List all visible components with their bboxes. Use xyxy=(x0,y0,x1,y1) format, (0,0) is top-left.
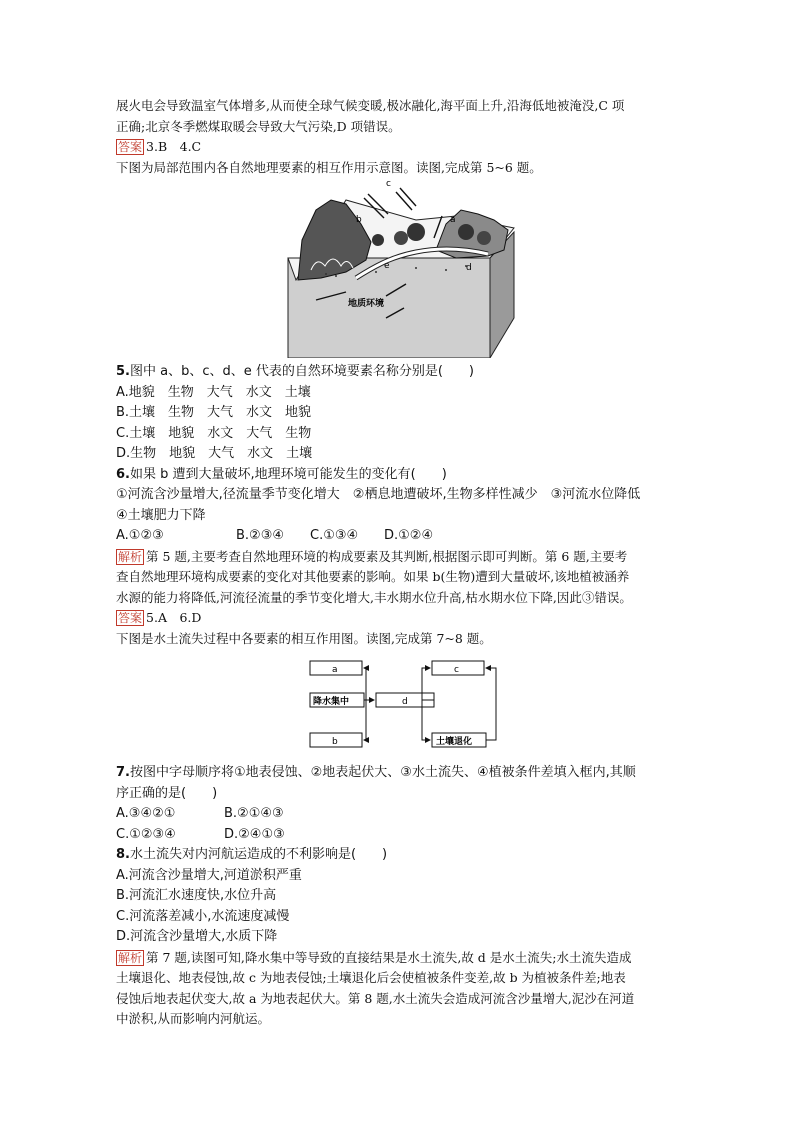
analysis-line: 土壤退化、地表侵蚀,故 c 为地表侵蚀;土壤退化后会使植被条件变差,故 b 为植被条件差;地表 xyxy=(116,970,626,985)
figure-intro: 下图为局部范围内各自然地理要素的相互作用示意图。读图,完成第 5~6 题。 xyxy=(116,159,542,175)
analysis-line: 查自然地理环境构成要素的变化对其他要素的影响。如果 b(生物)遭到大量破坏,该地植被涵养 xyxy=(116,569,630,584)
paragraph: 展火电会导致温室气体增多,从而使全球气候变暖,极冰融化,海平面上升,沿海低地被淹没,C 项 xyxy=(116,98,625,113)
flow-diagram xyxy=(116,653,686,759)
question-number: 6. xyxy=(116,466,130,482)
label-b: b xyxy=(356,215,362,225)
label-a: a xyxy=(450,215,456,225)
analysis-line xyxy=(116,948,686,969)
question-statements: ①河流含沙量增大,径流量季节变化增大 ②栖息地遭破坏,生物多样性减少 ③河流水位降低 xyxy=(116,487,641,502)
options-row xyxy=(116,526,686,547)
label-b: b xyxy=(332,737,338,747)
analysis-line: 水源的能力将降低,河流径流量的季节变化增大,丰水期水位升高,枯水期水位下降,因此③错误。 xyxy=(116,589,632,605)
question-stem: 图中 a、b、c、d、e 代表的自然环境要素名称分别是( ) xyxy=(129,364,475,379)
paragraph: 正确;北京冬季燃煤取暖会导致大气污染,D 项错误。 xyxy=(116,118,401,134)
question-statements: ④土壤肥力下降 xyxy=(116,507,206,523)
option: C.①③④ xyxy=(310,528,359,543)
answer-text: 5.A 6.D xyxy=(146,610,202,625)
landscape-illustration xyxy=(116,180,686,358)
label-geology: 地质环境 xyxy=(348,299,385,309)
options-row xyxy=(116,825,686,846)
option: B.②①④③ xyxy=(224,806,284,821)
document-page xyxy=(116,96,686,1030)
option: C.土壤 地貌 水文 大气 生物 xyxy=(116,425,312,441)
landscape-diagram xyxy=(116,180,686,358)
analysis-line xyxy=(116,547,686,568)
answer-tag: 答案 xyxy=(118,140,143,154)
figure-intro: 下图是水土流失过程中各要素的相互作用图。读图,完成第 7~8 题。 xyxy=(116,630,492,646)
label-d: d xyxy=(402,697,408,707)
option: D.生物 地貌 大气 水文 土壤 xyxy=(116,446,313,461)
analysis-tag: 解析 xyxy=(118,549,143,564)
option: A.地貌 生物 大气 水文 土壤 xyxy=(116,384,311,400)
option: D.②④①③ xyxy=(224,826,285,842)
analysis-line: 侵蚀后地表起伏变大,故 a 为地表起伏大。第 8 题,水土流失会造成河流含沙量增大,泥沙在河道 xyxy=(116,990,635,1006)
label-a: a xyxy=(332,665,338,675)
option: A.①②③ xyxy=(116,528,164,543)
option: B.②③④ xyxy=(236,528,285,543)
option: A.③④②① xyxy=(116,806,176,821)
flow-chart xyxy=(116,653,686,759)
option: D.河流含沙量增大,水质下降 xyxy=(116,929,278,944)
answer-text: 3.B 4.C xyxy=(146,139,202,154)
question-stem-cont: 序正确的是( ) xyxy=(116,785,218,801)
question-6 xyxy=(116,465,686,486)
label-c-top: c xyxy=(386,180,391,189)
analysis-text: 第 7 题,读图可知,降水集中等导致的直接结果是水土流失,故 d 是水土流失;水土流失造成 xyxy=(146,949,632,965)
option: B.河流汇水速度快,水位升高 xyxy=(116,888,277,903)
label-rain: 降水集中 xyxy=(313,697,350,707)
question-5 xyxy=(116,362,686,383)
analysis-text: 第 5 题,主要考查自然地理环境的构成要素及其判断,根据图示即可判断。第 6 题,主要考 xyxy=(146,548,628,564)
answer-line xyxy=(116,608,686,629)
question-number: 7. xyxy=(116,765,130,780)
question-stem: 水土流失对内河航运造成的不利影响是( ) xyxy=(129,847,388,862)
question-stem: 按图中字母顺序将①地表侵蚀、②地表起伏大、③水土流失、④植被条件差填入框内,其顺 xyxy=(129,765,636,780)
analysis-line: 中淤积,从而影响内河航运。 xyxy=(116,1011,270,1026)
question-number: 8. xyxy=(116,847,130,862)
label-d: d xyxy=(466,263,472,273)
label-soil: 土壤退化 xyxy=(436,737,473,747)
answer-tag: 答案 xyxy=(118,611,143,625)
answer-line xyxy=(116,137,686,158)
question-7 xyxy=(116,763,686,784)
option: A.河流含沙量增大,河道淤积严重 xyxy=(116,867,302,883)
options-row xyxy=(116,804,686,825)
question-8 xyxy=(116,845,686,866)
label-c: c xyxy=(454,665,459,675)
analysis-tag: 解析 xyxy=(118,950,143,965)
option: B.土壤 生物 大气 水文 地貌 xyxy=(116,405,312,420)
option: C.①②③④ xyxy=(116,826,176,842)
label-e: e xyxy=(384,261,390,271)
option: C.河流落差减小,水流速度减慢 xyxy=(116,908,290,924)
option: D.①②④ xyxy=(384,528,434,543)
question-stem: 如果 b 遭到大量破坏,地理环境可能发生的变化有( ) xyxy=(129,466,447,482)
question-number: 5. xyxy=(116,364,130,379)
